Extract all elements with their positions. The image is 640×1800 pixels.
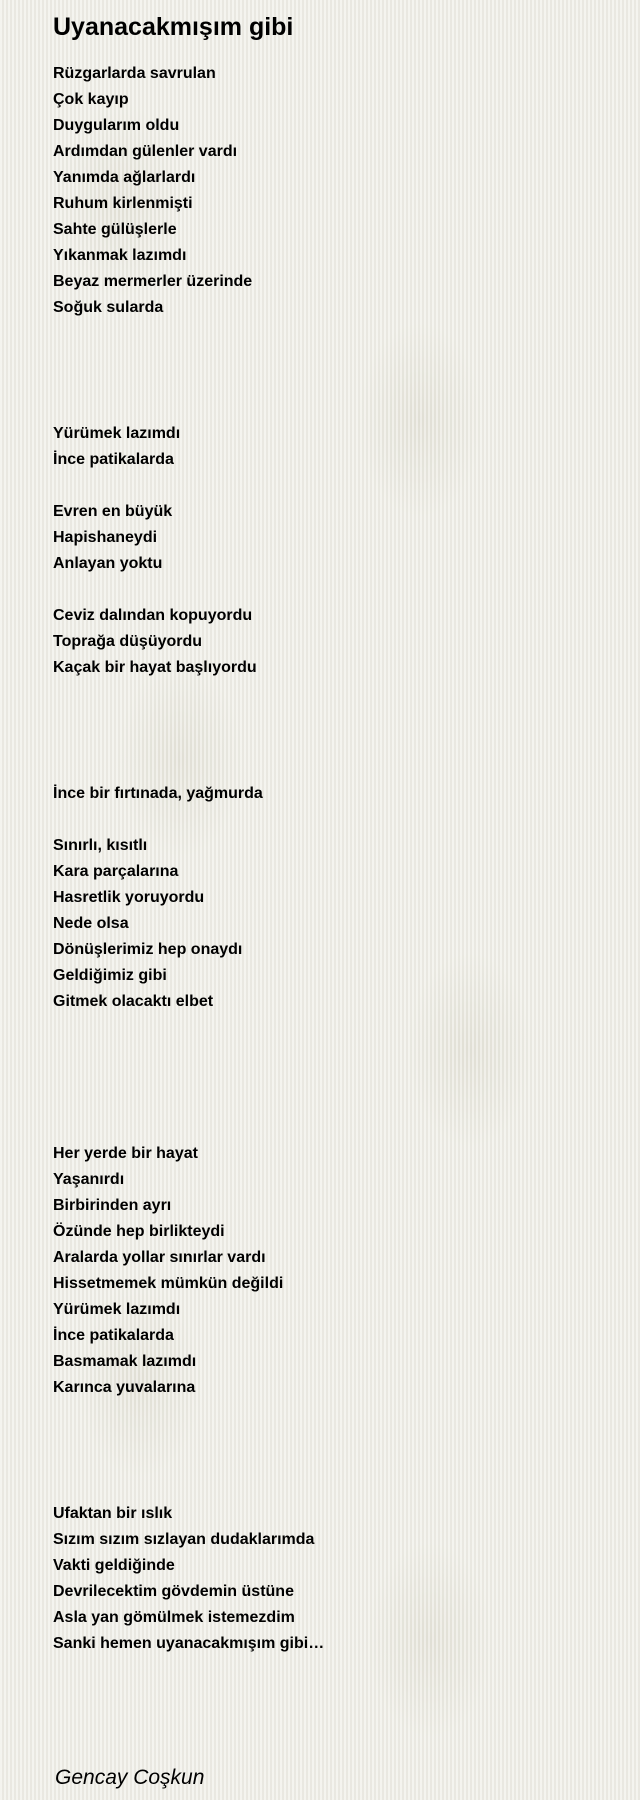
stanza-spacer	[53, 1660, 613, 1764]
poem-line: Evren en büyük	[53, 503, 173, 520]
poem-line: İnce patikalarda	[53, 1327, 174, 1344]
poem-line: Duygularım oldu	[53, 117, 180, 134]
stanza-spacer	[53, 324, 613, 424]
stanza-6	[53, 836, 613, 1018]
poem-line: Her yerde bir hayat	[53, 1145, 198, 1162]
poem-line: Hapishaneydi	[53, 529, 158, 546]
poem-line: Dönüşlerimiz hep onaydı	[53, 941, 243, 958]
poem-line: Birbirinden ayrı	[53, 1197, 172, 1214]
poem-line: Aralarda yollar sınırlar vardı	[53, 1249, 266, 1266]
poem-page	[53, 0, 613, 1792]
poem-line: Ufaktan bir ıslık	[53, 1505, 173, 1522]
poem-line: Geldiğimiz gibi	[53, 967, 167, 984]
stanza-2	[53, 424, 613, 476]
poem-line: Anlayan yoktu	[53, 555, 163, 572]
poem-line: Ardımdan gülenler vardı	[53, 143, 238, 160]
poem-line: Vakti geldiğinde	[53, 1557, 175, 1574]
poem-body	[53, 64, 613, 1792]
stanza-spacer	[53, 1018, 613, 1144]
poem-line: Ceviz dalından kopuyordu	[53, 607, 253, 624]
stanza-spacer	[53, 1404, 613, 1504]
poem-line: Hissetmemek mümkün değildi	[53, 1275, 284, 1292]
stanza-1	[53, 64, 613, 324]
poem-line: Kara parçalarına	[53, 863, 179, 880]
poem-line: Beyaz mermerler üzerinde	[53, 273, 253, 290]
stanza-spacer	[53, 580, 613, 606]
poem-line: Kaçak bir hayat başlıyordu	[53, 659, 257, 676]
poem-line: İnce bir fırtınada, yağmurda	[53, 785, 263, 802]
poem-line: Özünde hep birlikteydi	[53, 1223, 225, 1240]
poem-line: Nede olsa	[53, 915, 129, 932]
poem-line: Yanımda ağlarlardı	[53, 169, 196, 186]
stanza-5	[53, 784, 613, 810]
poem-line: Çok kayıp	[53, 91, 129, 108]
poem-line: Yaşanırdı	[53, 1171, 125, 1188]
poem-line: Devrilecektim gövdemin üstüne	[53, 1583, 294, 1600]
stanza-spacer	[53, 810, 613, 836]
poem-line: Sızım sızım sızlayan dudaklarımda	[53, 1531, 315, 1548]
stanza-8	[53, 1504, 613, 1660]
poem-line: Sahte gülüşlerle	[53, 221, 177, 238]
poem-title: Uyanacakmışım gibi	[53, 13, 294, 41]
poem-line: Ruhum kirlenmişti	[53, 195, 193, 212]
stanza-4	[53, 606, 613, 684]
poem-line: Asla yan gömülmek istemezdim	[53, 1609, 295, 1626]
stanza-3	[53, 502, 613, 580]
poem-author: Gencay Coşkun	[55, 1766, 205, 1789]
stanza-spacer	[53, 684, 613, 784]
poem-line: Sınırlı, kısıtlı	[53, 837, 148, 854]
poem-line: İnce patikalarda	[53, 451, 174, 468]
poem-line: Rüzgarlarda savrulan	[53, 65, 216, 82]
poem-line: Karınca yuvalarına	[53, 1379, 196, 1396]
stanza-7	[53, 1144, 613, 1404]
poem-line: Soğuk sularda	[53, 299, 164, 316]
stanza-spacer	[53, 476, 613, 502]
poem-line: Yürümek lazımdı	[53, 1301, 181, 1318]
poem-line: Hasretlik yoruyordu	[53, 889, 205, 906]
poem-line: Toprağa düşüyordu	[53, 633, 203, 650]
poem-line: Basmamak lazımdı	[53, 1353, 197, 1370]
poem-line: Yürümek lazımdı	[53, 425, 181, 442]
poem-line: Gitmek olacaktı elbet	[53, 993, 214, 1010]
poem-line: Sanki hemen uyanacakmışım gibi…	[53, 1635, 325, 1652]
poem-line: Yıkanmak lazımdı	[53, 247, 187, 264]
